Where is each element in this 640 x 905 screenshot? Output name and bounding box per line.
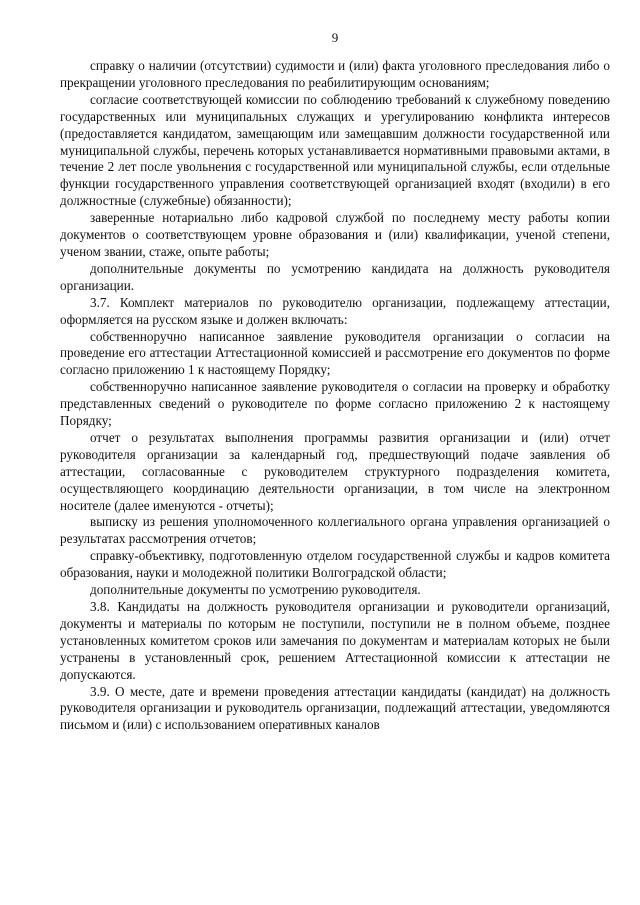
paragraph-report: отчет о результатах выполнения программы развития организации и (или) отчет руководителя организации за календарный год, предшествующий подаче заявления об аттестации, согласованные с руководителем структурного подразделения комитета, осуществляющего координацию деятельности организации, в том числе на электронном носителе (далее именуются - отчеты);	[60, 429, 610, 513]
document-body	[60, 58, 610, 734]
paragraph-application-processing: собственноручно написанное заявление руководителя о согласии на проверку и обработку представленных сведений о руководителе по форме согласно приложению 2 к настоящему Порядку;	[60, 379, 610, 429]
paragraph-additional-candidate-docs: дополнительные документы по усмотрению кандидата на должность руководителя организации.	[60, 260, 610, 293]
paragraph-extract: выписку из решения уполномоченного коллегиального органа управления организацией о результатах рассмотрения отчетов;	[60, 514, 610, 547]
paragraph-commission-consent: согласие соответствующей комиссии по соблюдению требований к служебному поведению государственных или муниципальных служащих и урегулированию конфликта интересов (предоставляется кандидатом, замещающим или замещавшим должности государственной или муниципальной службы, перечень которых устанавливается нормативными правовыми актами, в течение 2 лет после увольнения с государственной или муниципальной службы, если отдельные функции государственного управления соответствующей организацией входят (входили) в его должностные (служебные) обязанности);	[60, 91, 610, 209]
paragraph-resume: справку-объективку, подготовленную отделом государственной службы и кадров комитета образования, науки и молодежной политики Волгоградской области;	[60, 548, 610, 581]
paragraph-criminal-record: справку о наличии (отсутствии) судимости и (или) факта уголовного преследования либо о прекращении уголовного преследования по реабилитирующим основаниям;	[60, 58, 610, 90]
paragraph-3-9: 3.9. О месте, дате и времени проведения аттестации кандидаты (кандидат) на должность руководителя организации и руководитель организации, подлежащий аттестации, уведомляются письмом и (или) с использованием оперативных каналов	[60, 683, 610, 733]
page-number: 9	[331, 30, 339, 45]
paragraph-additional-head-docs: дополнительные документы по усмотрению руководителя.	[90, 582, 421, 598]
paragraph-certified-copies: заверенные нотариально либо кадровой службой по последнему месту работы копии документов о соответствующем уровне образования и (или) квалификации, ученой степени, ученом звании, стаже, опыте работы;	[60, 210, 610, 259]
paragraph-application-consent: собственноручно написанное заявление руководителя организации о согласии на проведение его аттестации Аттестационной комиссией и рассмотрение его документов по форме согласно приложению 1 к настоящему Порядку;	[60, 328, 610, 378]
paragraph-3-7: 3.7. Комплект материалов по руководителю организации, подлежащему аттестации, оформляется на русском языке и должен включать:	[60, 294, 610, 327]
paragraph-3-8: 3.8. Кандидаты на должность руководителя организации и руководители организаций, документы и материалы по которым не поступили, поступили не в полном объеме, позднее установленных комитетом сроков или замечания по документам и материалам которых не были устранены в установленный срок, решением Аттестационной комиссии к аттестации не допускаются.	[60, 599, 610, 682]
